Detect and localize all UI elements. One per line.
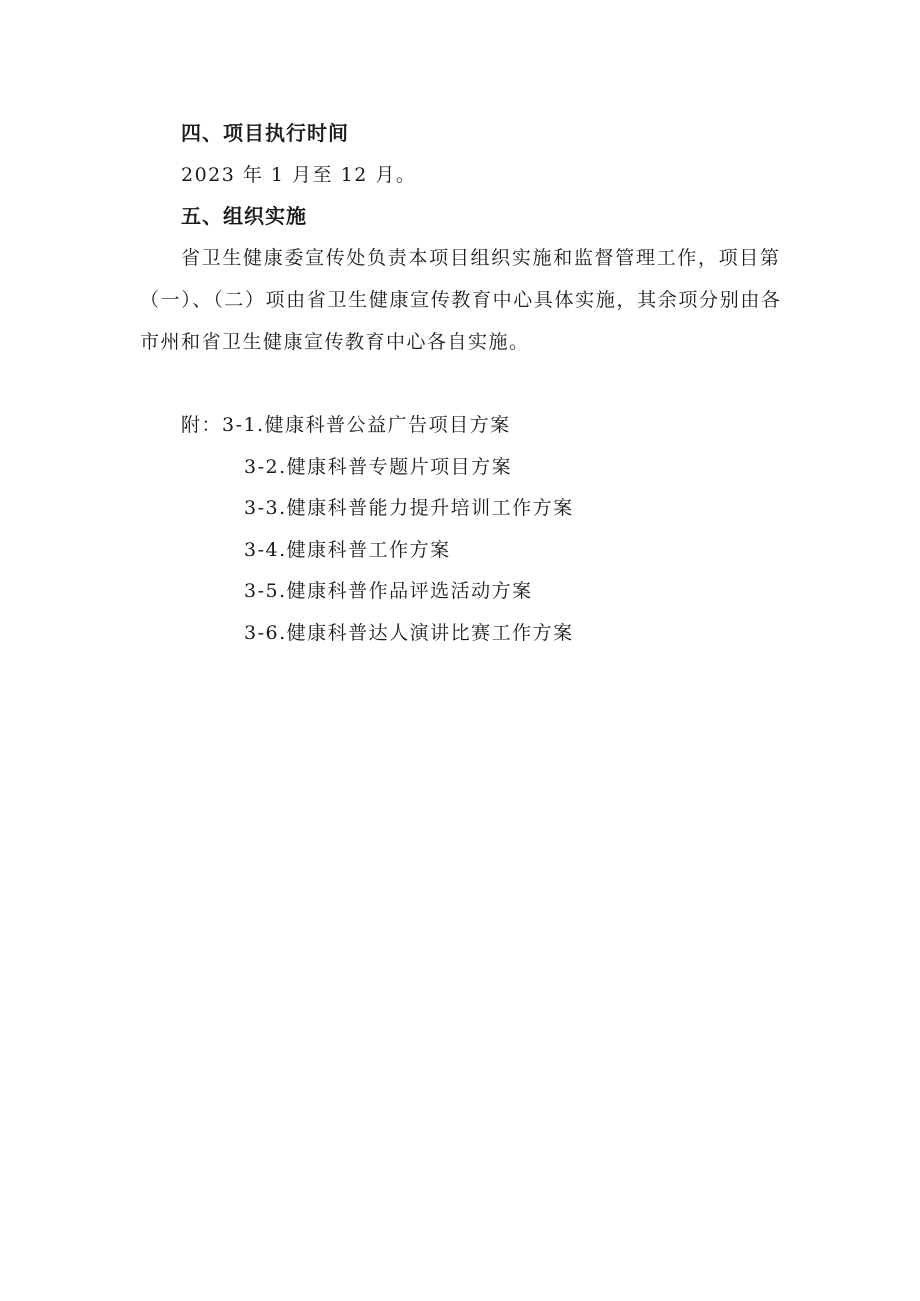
attachment-item: 3-1.健康科普公益广告项目方案 xyxy=(222,414,511,436)
schedule-text: 2023 年 1 月至 12 月。 xyxy=(181,164,417,186)
attachment-item: 3-5.健康科普作品评选活动方案 xyxy=(244,580,533,602)
attachment-prefix: 附： xyxy=(181,414,223,436)
attachment-item: 3-4.健康科普工作方案 xyxy=(244,539,451,561)
section-heading-schedule: 四、项目执行时间 xyxy=(181,121,349,145)
section-heading-organization: 五、组织实施 xyxy=(181,204,307,228)
attachment-item: 3-2.健康科普专题片项目方案 xyxy=(244,456,513,478)
organization-paragraph-line-2: （一）、（二）项由省卫生健康宣传教育中心具体实施，其余项分别由各 xyxy=(140,289,780,311)
attachment-list-first xyxy=(181,413,511,437)
attachment-item: 3-3.健康科普能力提升培训工作方案 xyxy=(244,497,574,519)
organization-paragraph-line-1: 省卫生健康委宣传处负责本项目组织实施和监督管理工作，项目第 xyxy=(181,247,779,269)
attachment-item: 3-6.健康科普达人演讲比赛工作方案 xyxy=(244,622,574,644)
organization-paragraph-line-3: 市州和省卫生健康宣传教育中心各自实施。 xyxy=(140,331,530,353)
